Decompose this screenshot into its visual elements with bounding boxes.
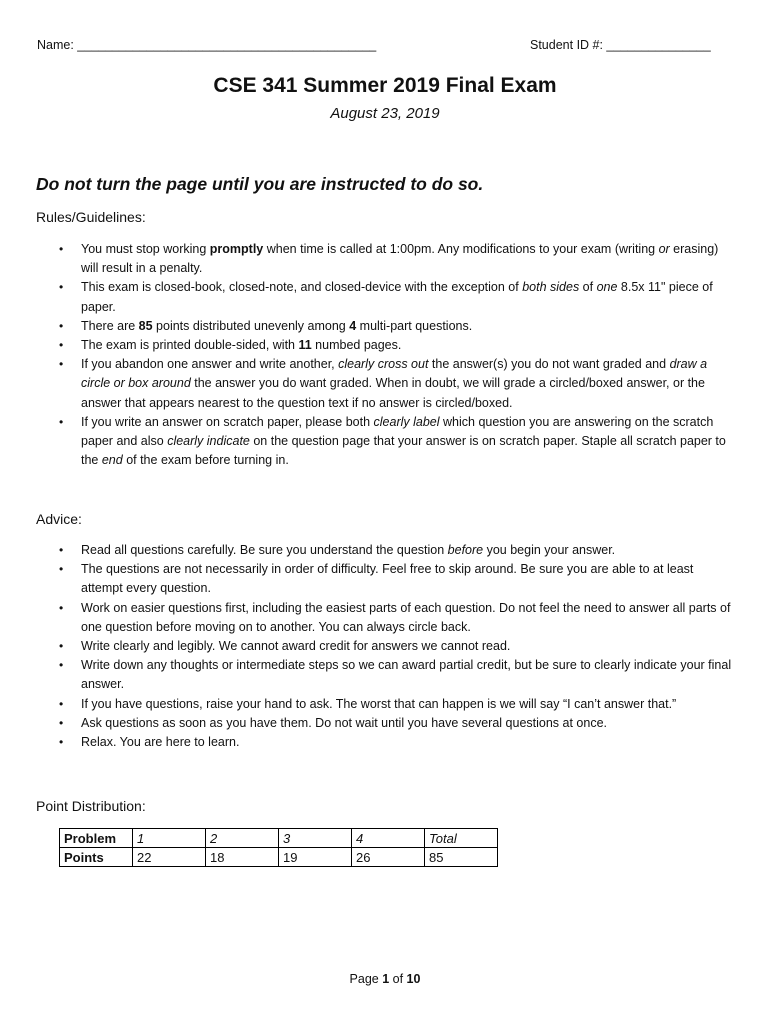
list-item (0, 599, 770, 637)
list-item-text: If you abandon one answer and write another, (81, 357, 339, 372)
list-item-text: of (579, 280, 597, 295)
rules-heading: Rules/Guidelines: (36, 209, 146, 225)
list-item (0, 355, 770, 413)
list-item-text: If you write an answer on scratch paper, please both (81, 414, 374, 429)
list-item-text: on the question page that your answer is on scratch paper. Staple all scratch paper to the (81, 434, 726, 468)
list-item-text: 85 (138, 318, 153, 333)
table-row-label: Points (60, 848, 133, 867)
list-item-text: clearly cross out (338, 357, 429, 372)
list-item (0, 695, 770, 714)
bullet-icon: • (59, 357, 64, 372)
page-label: Page (349, 972, 383, 986)
advice-list (0, 541, 770, 752)
bullet-icon: • (59, 696, 64, 711)
list-item-text: which question you are answering on the scratch paper and also (81, 414, 714, 449)
table-cell: 22 (133, 848, 206, 867)
list-item-text: before (447, 543, 484, 557)
list-item-text: 8.5x 11" piece of paper. (81, 280, 713, 314)
rules-list (0, 240, 770, 470)
student-id-field-label: Student ID #: _______________ (530, 38, 711, 52)
page-footer (0, 972, 770, 986)
list-item-text: There are (81, 318, 139, 333)
table-cell: 2 (206, 829, 279, 848)
list-item-text: Work on easier questions first, including the easiest parts of each question. Do not feel the need to answer all parts of one question before moving on to another. You can always circle back. (81, 600, 731, 634)
list-item (0, 278, 770, 316)
total-pages: 10 (406, 972, 421, 986)
list-item (0, 560, 770, 598)
list-item-text: numbed pages. (311, 338, 402, 353)
list-item (0, 656, 770, 694)
list-item-text: This exam is closed-book, closed-note, and closed-device with the exception of (81, 280, 523, 295)
bullet-icon: • (59, 658, 64, 673)
list-item-text: you begin your answer. (483, 543, 616, 557)
list-item-text: when time is called at 1:00pm. Any modifications to your exam (writing (263, 242, 659, 256)
list-item (0, 714, 770, 733)
list-item-text: The questions are not necessarily in order of difficulty. Feel free to skip around. Be sure you are able to at least attempt every question. (81, 562, 694, 596)
list-item-text: Write down any thoughts or intermediate steps so we can award partial credit, but be sure to clearly indicate your final answer. (81, 658, 732, 692)
list-item-text: 11 (298, 338, 312, 353)
bullet-icon: • (59, 242, 64, 256)
bullet-icon: • (59, 543, 64, 557)
bullet-icon: • (59, 318, 64, 333)
list-item-text: one (596, 280, 618, 295)
bullet-icon: • (59, 562, 64, 577)
points-table (59, 828, 498, 867)
page-number: 1 (382, 972, 390, 986)
table-row (60, 848, 498, 867)
list-item-text: the answer you do want graded. When in doubt, we will grade a circled/boxed answer, or the answer that appears nearest to the question text if no answer is circled/boxed. (81, 376, 705, 410)
list-item-text: promptly (209, 242, 264, 256)
table-cell: Total (425, 829, 498, 848)
exam-date: August 23, 2019 (330, 105, 440, 122)
list-item (0, 541, 770, 560)
list-item (0, 637, 770, 656)
list-item (0, 240, 770, 278)
table-cell: 3 (279, 829, 352, 848)
list-item-text: Relax. You are here to learn. (81, 735, 240, 750)
exam-title: CSE 341 Summer 2019 Final Exam (213, 74, 557, 97)
list-item-text: Read all questions carefully. Be sure you understand the question (81, 543, 448, 557)
bullet-icon: • (59, 414, 64, 429)
list-item-text: draw a circle or box around (81, 357, 708, 391)
bullet-icon: • (59, 735, 64, 750)
list-item (0, 317, 770, 336)
bullet-icon: • (59, 715, 64, 730)
list-item-text: of the exam before turning in. (122, 453, 289, 468)
list-item-text: clearly indicate (167, 434, 250, 449)
list-item-text: The exam is printed double-sided, with (81, 338, 299, 353)
table-cell: 1 (133, 829, 206, 848)
list-item-text: both sides (522, 280, 580, 295)
list-item-text: multi-part questions. (356, 318, 473, 333)
of-label: of (389, 972, 407, 986)
name-field-label: Name: ___________________________________________ (37, 38, 377, 52)
list-item (0, 413, 770, 471)
list-item-text: or (658, 242, 670, 256)
list-item-text: end (101, 453, 123, 468)
advice-heading: Advice: (36, 511, 82, 527)
list-item (0, 336, 770, 355)
list-item-text: Ask questions as soon as you have them. Do not wait until you have several questions at once. (81, 715, 608, 730)
table-cell: 85 (425, 848, 498, 867)
bullet-icon: • (59, 600, 64, 615)
list-item (0, 733, 770, 752)
list-item-text: You must stop working (81, 242, 210, 256)
warning-text: Do not turn the page until you are instructed to do so. (36, 174, 484, 194)
list-item-text: the answer(s) you do not want graded and (428, 357, 670, 372)
points-heading: Point Distribution: (36, 798, 146, 814)
list-item-text: Write clearly and legibly. We cannot award credit for answers we cannot read. (81, 639, 511, 654)
table-cell: 18 (206, 848, 279, 867)
bullet-icon: • (59, 280, 64, 295)
table-cell: 4 (352, 829, 425, 848)
bullet-icon: • (59, 639, 64, 654)
list-item-text: 4 (349, 318, 357, 333)
table-row (60, 829, 498, 848)
list-item-text: erasing) will result in a penalty. (81, 242, 719, 276)
bullet-icon: • (59, 338, 64, 353)
table-row-label: Problem (60, 829, 133, 848)
table-cell: 19 (279, 848, 352, 867)
list-item-text: points distributed unevenly among (152, 318, 350, 333)
table-cell: 26 (352, 848, 425, 867)
list-item-text: clearly label (373, 414, 440, 429)
list-item-text: If you have questions, raise your hand to ask. The worst that can happen is we will say “I can’t answer that.” (81, 696, 677, 711)
